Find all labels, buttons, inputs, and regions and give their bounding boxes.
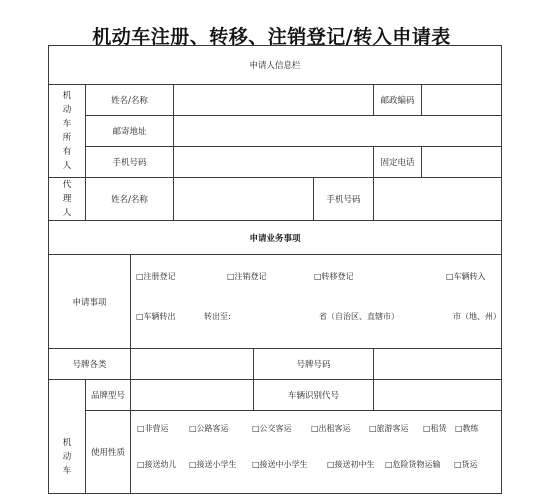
vehicle-label-cell <box>49 380 86 494</box>
usage-primary-shuttle[interactable]: □接送小学生 <box>189 460 237 469</box>
brand-model-field[interactable] <box>131 380 254 411</box>
option-register[interactable]: □注册登记 <box>136 272 176 281</box>
usage-mid-primary-shuttle[interactable]: □接送中小学生 <box>252 460 308 469</box>
transfer-to-label: 转出至: <box>204 312 231 321</box>
plate-type-field[interactable] <box>131 349 254 380</box>
option-transfer-out[interactable]: □车辆转出 <box>136 312 176 321</box>
option-deregister[interactable]: □注销登记 <box>227 272 267 281</box>
usage-bus-passenger[interactable]: □公交客运 <box>252 424 292 433</box>
brand-model-label: 品牌型号 <box>86 380 131 411</box>
option-transfer[interactable]: □转移登记 <box>314 272 354 281</box>
agent-label-cell <box>49 178 86 221</box>
usage-nonoperating[interactable]: □非营运 <box>137 424 169 433</box>
application-form-table <box>48 45 502 494</box>
vehicle-label: 机动车 <box>62 437 72 476</box>
owner-name-field[interactable] <box>174 85 374 116</box>
city-label: 市（地、州） <box>453 312 501 321</box>
mail-address-field[interactable] <box>174 116 502 147</box>
usage-label: 使用性质 <box>86 411 131 494</box>
application-item-label: 申请事项 <box>49 255 131 349</box>
agent-label: 代理人 <box>62 180 72 218</box>
agent-name-field[interactable] <box>174 178 314 221</box>
usage-highway-passenger[interactable]: □公路客运 <box>189 424 229 433</box>
applicant-section-header: 申请人信息栏 <box>49 46 502 85</box>
usage-junior-shuttle[interactable]: □接送初中生 <box>327 460 375 469</box>
usage-taxi[interactable]: □出租客运 <box>311 424 351 433</box>
vin-label: 车辆识别代号 <box>254 380 374 411</box>
province-label: 省（自治区、直辖市） <box>319 312 399 321</box>
application-items-cell <box>131 255 502 349</box>
landline-label: 固定电话 <box>374 147 422 178</box>
usage-options-cell <box>131 411 502 494</box>
document-title: 机动车注册、转移、注销登记/转入申请表 <box>92 26 451 48</box>
owner-label: 机动车所有人 <box>62 91 72 171</box>
usage-tourism[interactable]: □旅游客运 <box>369 424 409 433</box>
vin-field[interactable] <box>374 380 502 411</box>
usage-kindergarten-shuttle[interactable]: □接送幼儿 <box>137 460 177 469</box>
owner-name-label: 姓名/名称 <box>86 85 174 116</box>
usage-freight[interactable]: □货运 <box>454 460 478 469</box>
postcode-field[interactable] <box>422 85 502 116</box>
option-transfer-in[interactable]: □车辆转入 <box>446 272 486 281</box>
usage-training[interactable]: □教练 <box>455 424 479 433</box>
plate-type-label: 号牌各类 <box>49 349 131 380</box>
owner-label-cell <box>49 85 86 178</box>
plate-number-field[interactable] <box>374 349 502 380</box>
plate-number-label: 号牌号码 <box>254 349 374 380</box>
owner-mobile-field[interactable] <box>174 147 374 178</box>
agent-mobile-field[interactable] <box>374 178 502 221</box>
postcode-label: 邮政编码 <box>374 85 422 116</box>
owner-mobile-label: 手机号码 <box>86 147 174 178</box>
usage-hazardous-goods[interactable]: □危险货物运输 <box>385 460 441 469</box>
mail-address-label: 邮寄地址 <box>86 116 174 147</box>
landline-field[interactable] <box>422 147 502 178</box>
business-section-header: 申请业务事项 <box>49 221 502 255</box>
usage-rental[interactable]: □租赁 <box>423 424 447 433</box>
agent-name-label: 姓名/名称 <box>86 178 174 221</box>
agent-mobile-label: 手机号码 <box>314 178 374 221</box>
